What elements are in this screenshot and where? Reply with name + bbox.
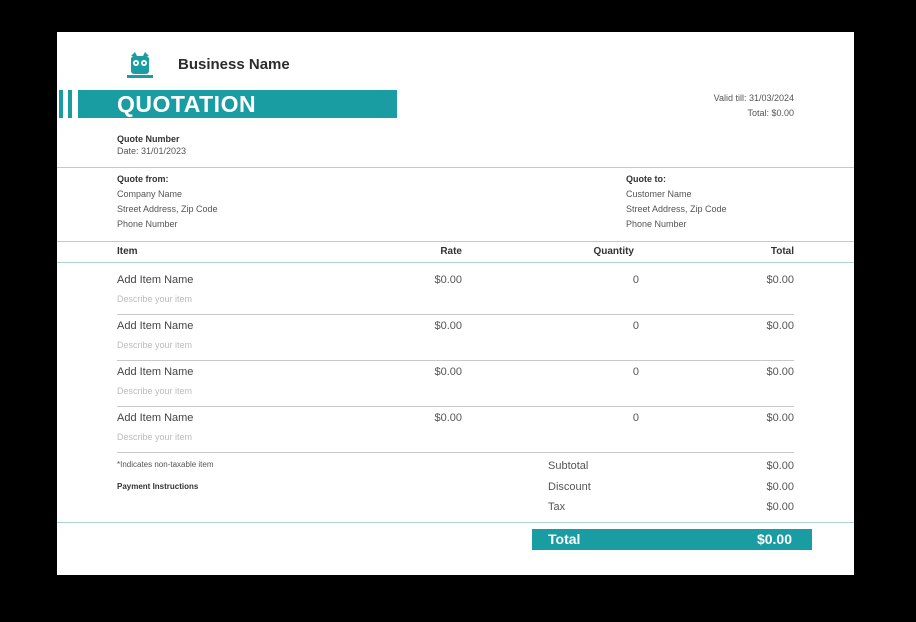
- tax-label: Tax: [548, 501, 566, 513]
- item-name: Add Item Name: [117, 412, 194, 424]
- item-name: Add Item Name: [117, 366, 194, 378]
- item-total: $0.00: [766, 412, 794, 424]
- quote-number: Quote Number: [117, 134, 180, 144]
- quote-from-block: [117, 174, 218, 229]
- item-name: Add Item Name: [117, 274, 194, 286]
- col-header-rate: Rate: [440, 246, 462, 257]
- col-header-total: Total: [770, 246, 794, 257]
- quote-to-line: Phone Number: [626, 219, 687, 229]
- divider: [57, 522, 854, 523]
- quote-from-line: Street Address, Zip Code: [117, 204, 218, 214]
- item-description: Describe your item: [117, 386, 193, 396]
- item-description: Describe your item: [117, 294, 193, 304]
- item-description: Describe your item: [117, 340, 193, 350]
- item-quantity: 0: [632, 274, 639, 286]
- quotation-document: [57, 32, 854, 575]
- document-title: QUOTATION: [117, 91, 257, 117]
- valid-till: Valid till: 31/03/2024: [713, 93, 794, 103]
- discount-label: Discount: [548, 481, 591, 493]
- owl-logo-icon: [121, 52, 161, 82]
- grand-total-label: Total: [548, 531, 581, 547]
- row-divider: [117, 360, 794, 361]
- quote-to-line: Street Address, Zip Code: [626, 204, 727, 214]
- subtotal-value: $0.00: [766, 460, 794, 472]
- item-name: Add Item Name: [117, 320, 194, 332]
- payment-instructions: Payment Instructions: [117, 482, 199, 491]
- row-divider: [117, 452, 794, 453]
- footnote: *Indicates non-taxable item: [117, 460, 214, 469]
- quote-to-block: [626, 174, 727, 229]
- divider: [57, 241, 854, 242]
- quote-from-heading: Quote from:: [117, 174, 169, 184]
- business-name: Business Name: [178, 56, 290, 73]
- item-rate: $0.00: [434, 320, 462, 332]
- item-quantity: 0: [632, 320, 639, 332]
- divider: [57, 167, 854, 168]
- quote-to-line: Customer Name: [626, 189, 692, 199]
- header-total: Total: $0.00: [747, 108, 794, 118]
- item-total: $0.00: [766, 320, 794, 332]
- row-divider: [117, 314, 794, 315]
- discount-value: $0.00: [766, 481, 794, 493]
- item-quantity: 0: [632, 412, 639, 424]
- title-stripe: [59, 90, 63, 118]
- subtotal-label: Subtotal: [548, 460, 589, 472]
- item-rate: $0.00: [434, 366, 462, 378]
- quote-from-line: Phone Number: [117, 219, 178, 229]
- title-stripe: [68, 90, 72, 118]
- item-description: Describe your item: [117, 432, 193, 442]
- divider: [57, 262, 854, 263]
- row-divider: [117, 406, 794, 407]
- item-total: $0.00: [766, 274, 794, 286]
- item-quantity: 0: [632, 366, 639, 378]
- tax-value: $0.00: [766, 501, 794, 513]
- item-rate: $0.00: [434, 274, 462, 286]
- quote-date: Date: 31/01/2023: [117, 146, 187, 156]
- item-total: $0.00: [766, 366, 794, 378]
- col-header-item: Item: [117, 246, 138, 257]
- quote-from-line: Company Name: [117, 189, 183, 199]
- quote-to-heading: Quote to:: [626, 174, 666, 184]
- col-header-quantity: Quantity: [593, 246, 634, 257]
- grand-total-value: $0.00: [756, 531, 792, 547]
- item-rate: $0.00: [434, 412, 462, 424]
